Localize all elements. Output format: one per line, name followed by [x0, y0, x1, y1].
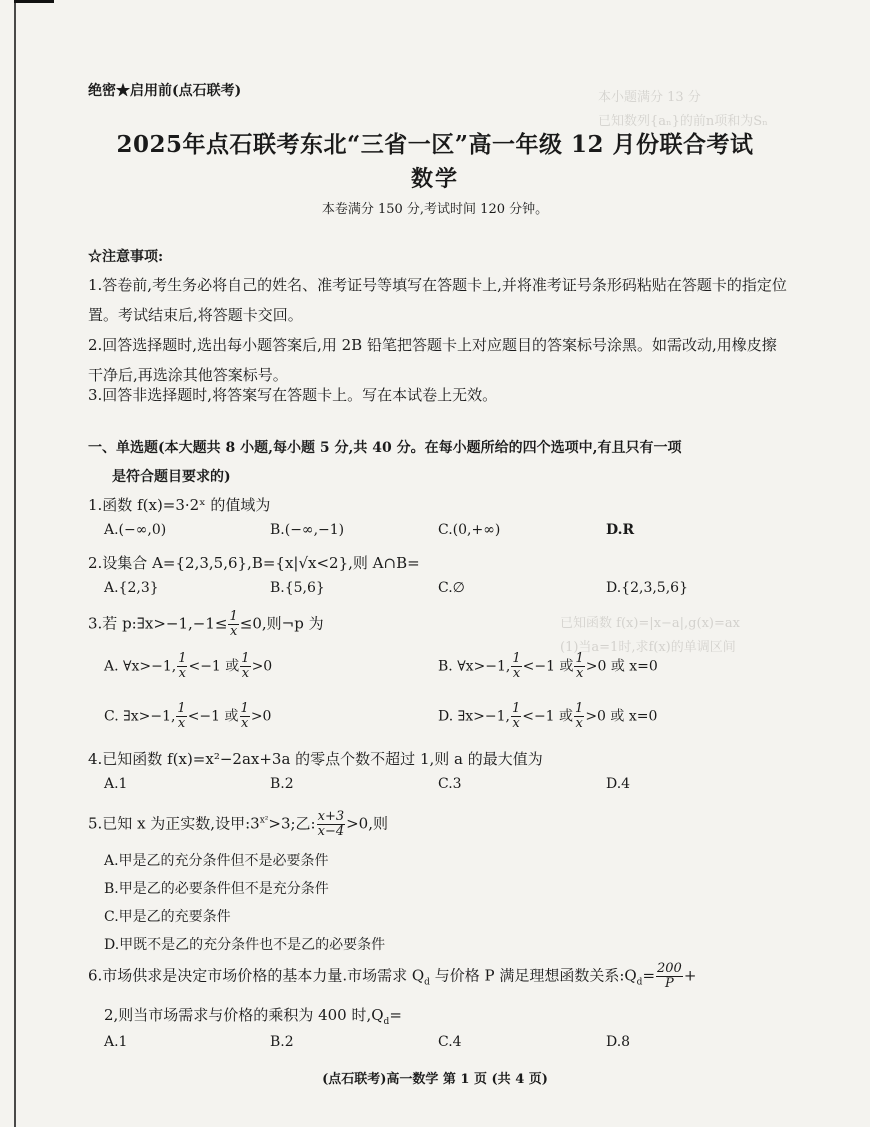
fraction-denominator: x−4 [317, 824, 345, 839]
section-heading-line2: 是符合题目要求的) [112, 469, 231, 485]
option-text: <−1 或 [522, 658, 574, 675]
page-edge-mark [14, 0, 54, 3]
fraction-denominator: x [229, 624, 238, 639]
option-b: B.2 [270, 1034, 294, 1050]
question-6-stem-a: 6.市场供求是决定市场价格的基本力量.市场需求 Q [88, 966, 425, 985]
option-a: A.(−∞,0) [104, 522, 167, 538]
bleed-through-text: 已知函数 f(x)=|x−a|,g(x)=ax [560, 616, 740, 631]
exam-meta: 本卷满分 150 分,考试时间 120 分钟。 [321, 202, 549, 217]
subscript: d [424, 977, 430, 988]
option-d: D.R [606, 522, 635, 538]
fraction [240, 652, 250, 681]
option-text: C. ∃x>−1, [104, 708, 176, 725]
option-d: D.8 [606, 1034, 631, 1050]
option-text: >0 [251, 658, 273, 675]
section-heading [88, 434, 681, 492]
option-a: A.1 [104, 776, 128, 792]
confidential-label: 绝密★启用前(点石联考) [88, 83, 242, 99]
question-6-stem-d: + [683, 966, 697, 985]
option-d: D.{2,3,5,6} [606, 580, 688, 596]
question-2-stem: 2.设集合 A={2,3,5,6},B={x|√x<2},则 A∩B= [88, 554, 420, 572]
question-6-stem [88, 962, 696, 991]
notice-item: 2.回答选择题时,选出每小题答案后,用 2B 铅笔把答题卡上对应题目的答案标号涂黑。如需改动,用橡皮擦干净后,再选涂其他答案标号。 [88, 336, 777, 384]
fraction-denominator: x [177, 716, 186, 731]
option-a: A.甲是乙的充分条件但不是必要条件 [104, 853, 329, 869]
option-d: D.4 [606, 776, 631, 792]
question-5-stem-c: >0,则 [346, 814, 388, 833]
fraction-denominator: x [178, 666, 186, 681]
subject-title: 数学 [410, 166, 459, 192]
question-5-stem-a: 5.已知 x 为正实数,设甲:3 [88, 814, 260, 833]
option-b: B.甲是乙的必要条件但不是充分条件 [104, 881, 329, 897]
option-a: A.{2,3} [104, 580, 159, 596]
option-d [438, 702, 657, 731]
option-text: >0 或 x=0 [585, 658, 658, 675]
option-c: C.4 [438, 1034, 462, 1050]
option-text: D. ∃x>−1, [438, 708, 510, 725]
question-1-stem: 1.函数 f(x)=3·2ˣ 的值域为 [88, 496, 271, 514]
subscript: d [383, 1017, 390, 1027]
fraction [317, 810, 346, 839]
exponent: x² [259, 815, 269, 826]
question-6-line2-end: = [389, 1006, 402, 1024]
fraction-numerator: 1 [512, 651, 521, 666]
option-c: C.甲是乙的充要条件 [104, 909, 231, 925]
fraction-numerator: 1 [511, 701, 521, 716]
question-4-stem: 4.已知函数 f(x)=x²−2ax+3a 的零点个数不超过 1,则 a 的最大值为 [88, 750, 543, 768]
option-text: >0 或 x=0 [585, 708, 658, 725]
exam-title: 2025年点石联考东北“三省一区”高一年级 12 月份联合考试 [116, 131, 754, 158]
fraction-numerator: 1 [575, 651, 584, 666]
option-b: B.{5,6} [270, 580, 325, 596]
question-3-stem-a: 3.若 p:∃x>−1,−1≤ [88, 614, 228, 633]
fraction-denominator: x [241, 666, 250, 681]
option-text: <−1 或 [187, 708, 239, 725]
fraction [511, 652, 521, 681]
question-6-stem-b: 与价格 P 满足理想函数关系:Q [429, 966, 637, 985]
fraction-denominator: x [512, 666, 521, 681]
fraction [240, 702, 250, 731]
question-5-stem-b: >3;乙: [268, 814, 316, 833]
bleed-through-text: (1)当a=1时,求f(x)的单调区间 [560, 640, 736, 655]
option-a [104, 652, 272, 681]
subscript: d [636, 977, 643, 988]
question-6-line2 [104, 1004, 402, 1027]
fraction-denominator: x [575, 716, 583, 731]
fraction-numerator: 1 [229, 609, 238, 624]
bleed-through-text: 已知数列{aₙ}的前n项和为Sₙ [598, 114, 768, 129]
fraction-denominator: P [665, 976, 674, 991]
fraction-numerator: 200 [657, 961, 682, 976]
option-c [104, 702, 271, 731]
option-text: B. ∀x>−1, [438, 658, 511, 675]
fraction-numerator: x+3 [317, 809, 345, 824]
fraction-numerator: 1 [177, 701, 186, 716]
option-a: A.1 [104, 1034, 128, 1050]
fraction [574, 702, 584, 731]
notice-heading: ☆注意事项: [88, 249, 164, 265]
option-b: B.(−∞,−1) [270, 522, 345, 538]
question-6-line2-text: 2,则当市场需求与价格的乘积为 400 时,Q [104, 1006, 384, 1024]
section-heading-line1: 一、单选题(本大题共 8 小题,每小题 5 分,共 40 分。在每小题所给的四个选项中,有且只有一项 [88, 440, 682, 456]
fraction [511, 702, 521, 731]
fraction [228, 610, 238, 639]
question-6-stem-c: = [642, 966, 656, 985]
option-b: B.2 [270, 776, 294, 792]
option-d: D.甲既不是乙的充分条件也不是乙的必要条件 [104, 937, 386, 953]
question-3-stem [88, 610, 324, 639]
fraction [574, 652, 584, 681]
option-c: C.(0,+∞) [438, 522, 501, 538]
notice-item: 1.答卷前,考生务必将自己的姓名、准考证号等填写在答题卡上,并将准考证号条形码粘贴在答题卡的指定位置。考试结束后,将答题卡交回。 [88, 276, 787, 324]
option-text: A. ∀x>−1, [104, 658, 177, 675]
fraction-numerator: 1 [241, 651, 250, 666]
fraction [177, 652, 187, 681]
bleed-through-text: 本小题满分 13 分 [598, 90, 701, 105]
notice-item: 3.回答非选择题时,将答案写在答题卡上。写在本试卷上无效。 [88, 386, 498, 404]
fraction-numerator: 1 [575, 701, 584, 716]
option-b [438, 652, 658, 681]
option-c: C.3 [438, 776, 462, 792]
fraction-denominator: x [241, 716, 249, 731]
fraction-numerator: 1 [240, 701, 249, 716]
question-3-stem-b: ≤0,则¬p 为 [239, 614, 324, 633]
option-text: >0 [250, 708, 272, 725]
option-c: C.∅ [438, 580, 465, 596]
fraction-denominator: x [575, 666, 584, 681]
fraction [176, 702, 186, 731]
option-text: <−1 或 [522, 708, 574, 725]
option-text: <−1 或 [188, 658, 240, 675]
fraction-denominator: x [512, 716, 520, 731]
page-footer: (点石联考)高一数学 第 1 页 (共 4 页) [322, 1072, 548, 1087]
fraction-numerator: 1 [178, 651, 187, 666]
fraction [656, 962, 683, 991]
question-5-stem [88, 810, 388, 839]
